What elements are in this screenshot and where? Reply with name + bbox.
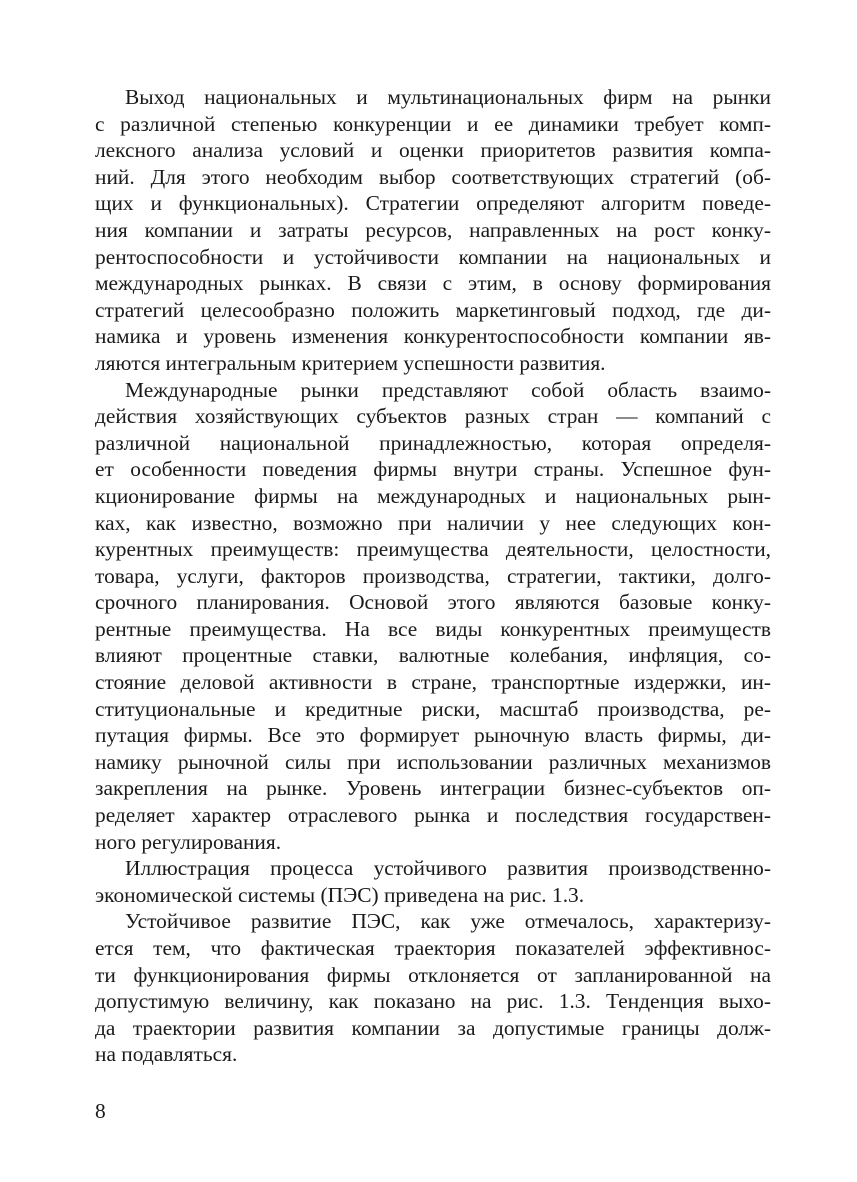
text-line: намика и уровень изменения конкурентоспособности компании яв- [95, 324, 771, 349]
text-line: международных рынках. В связи с этим, в основу формирования [95, 271, 771, 296]
text-line: стратегий целесообразно положить маркетинговый подход, где ди- [95, 297, 771, 322]
paragraph [95, 84, 771, 377]
text-line: курентных преимуществ: преимущества деятельности, целостности, [95, 537, 771, 562]
text-line: ет особенности поведения фирмы внутри страны. Успешное фун- [95, 457, 771, 482]
page-number: 8 [95, 1099, 106, 1123]
text-line: допустимую величину, как показано на рис. 1.3. Тенденция выхо- [95, 989, 771, 1014]
text-line: ного регулирования. [95, 829, 282, 854]
text-line: Иллюстрация процесса устойчивого развития производственно- [125, 856, 771, 881]
text-line: да траектории развития компании за допустимые границы долж- [95, 1015, 771, 1040]
text-line: ти функционирования фирмы отклоняется от запланированной на [95, 962, 771, 987]
paragraph [95, 908, 771, 1068]
text-line: рентные преимущества. На все виды конкурентных преимуществ [95, 616, 771, 641]
text-line: различной национальной принадлежностью, которая определя- [95, 430, 771, 455]
text-line: срочного планирования. Основой этого являются базовые конку- [95, 590, 771, 615]
text-line: с различной степенью конкуренции и ее динамики требует комп- [95, 111, 771, 136]
text-line: путация фирмы. Все это формирует рыночную власть фирмы, ди- [95, 723, 771, 748]
text-line: товара, услуги, факторов производства, стратегии, тактики, долго- [95, 563, 771, 588]
text-line: ределяет характер отраслевого рынка и последствия государствен- [95, 803, 771, 828]
text-line: влияют процентные ставки, валютные колебания, инфляция, со- [95, 643, 771, 668]
paragraph [95, 855, 771, 908]
text-line: стояние деловой активности в стране, транспортные издержки, ин- [95, 670, 771, 695]
text-line: Выход национальных и мультинациональных фирм на рынки [125, 85, 771, 109]
text-line: рентоспособности и устойчивости компании на национальных и [95, 244, 771, 269]
text-line: ках, как известно, возможно при наличии у нее следующих кон- [95, 510, 771, 535]
paragraph [95, 377, 771, 856]
text-line: действия хозяйствующих субъектов разных стран — компаний с [95, 404, 771, 429]
text-line: закрепления на рынке. Уровень интеграции бизнес-субъектов оп- [95, 776, 771, 801]
text-line: ний. Для этого необходим выбор соответствующих стратегий (об- [95, 164, 771, 189]
text-line: на подавляться. [95, 1042, 238, 1067]
text-line: ется тем, что фактическая траектория показателей эффективнос- [95, 936, 771, 960]
text-line: лексного анализа условий и оценки приоритетов развития компа- [95, 138, 771, 163]
text-line: ституциональные и кредитные риски, масштаб производства, ре- [95, 696, 771, 721]
text-line: кционирование фирмы на международных и национальных рын- [95, 483, 771, 508]
text-line: намику рыночной силы при использовании различных механизмов [95, 749, 771, 774]
text-line: щих и функциональных). Стратегии определяют алгоритм поведе- [95, 191, 771, 216]
text-line: Устойчивое развитие ПЭС, как уже отмечалось, характеризу- [125, 909, 771, 934]
body-text [95, 84, 771, 1068]
text-line: Международные рынки представляют собой область взаимо- [125, 377, 771, 402]
text-line: ния компании и затраты ресурсов, направленных на рост конку- [95, 217, 771, 242]
text-line: ляются интегральным критерием успешности развития. [95, 350, 606, 375]
text-line: экономической системы (ПЭС) приведена на рис. 1.3. [95, 882, 585, 907]
